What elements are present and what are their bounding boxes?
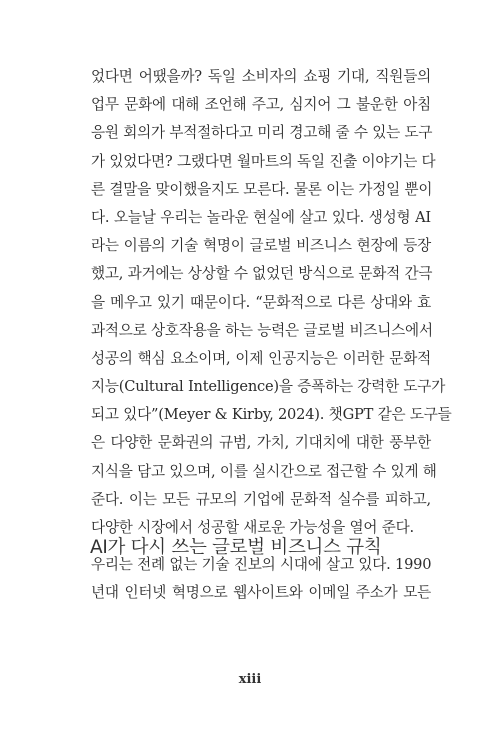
text-line: 과적으로 상호작용을 하는 능력은 글로벌 비즈니스에서 <box>91 321 433 339</box>
body-paragraph <box>91 551 431 607</box>
text-line: 되고 있다”(Meyer & Kirby, 2024). 챗GPT 같은 도구들 <box>91 406 452 424</box>
page-number: xiii <box>238 672 262 687</box>
text-line: 업무 문화에 대해 조언해 주고, 심지어 그 불운한 아침 <box>91 96 431 114</box>
text-line: 가 있었다면? 그랬다면 월마트의 독일 진출 이야기는 다 <box>91 152 436 170</box>
text-line: 준다. 이는 모든 규모의 기업에 문화적 실수를 피하고, <box>91 490 431 508</box>
text-line: 다양한 시장에서 성공할 새로운 가능성을 열어 준다. <box>91 519 414 536</box>
text-line: 을 메우고 있기 때문이다. “문화적으로 다른 상대와 효 <box>91 293 431 311</box>
text-line: 성공의 핵심 요소이며, 이제 인공지능은 이러한 문화적 <box>91 349 431 367</box>
text-line: 했고, 과거에는 상상할 수 없었던 방식으로 문화적 간극 <box>91 265 433 283</box>
text-line: 우리는 전례 없는 기술 진보의 시대에 살고 있다. 1990 <box>91 556 432 573</box>
body-paragraph <box>91 63 452 542</box>
text-line: 은 다양한 문화권의 규범, 가치, 기대치에 대한 풍부한 <box>91 434 431 452</box>
text-line: 른 결말을 맞이했을지도 모른다. 물론 이는 가정일 뿐이 <box>91 180 433 198</box>
text-line: 다. 오늘날 우리는 놀라운 현실에 살고 있다. 생성형 AI <box>91 208 431 226</box>
text-line: 지능(Cultural Intelligence)을 증폭하는 강력한 도구가 <box>91 378 446 396</box>
text-line: 응원 회의가 부적절하다고 미리 경고해 줄 수 있는 도구 <box>91 124 433 142</box>
text-line: 었다면 어땠을까? 독일 소비자의 쇼핑 기대, 직원들의 <box>91 68 431 85</box>
text-line: 라는 이름의 기술 혁명이 글로벌 비즈니스 현장에 등장 <box>91 237 431 255</box>
section-heading: AI가 다시 쓰는 글로벌 비즈니스 규칙 <box>90 537 382 559</box>
text-line: 지식을 담고 있으며, 이를 실시간으로 접근할 수 있게 해 <box>91 462 437 480</box>
text-line: 년대 인터넷 혁명으로 웹사이트와 이메일 주소가 모든 <box>91 584 431 602</box>
